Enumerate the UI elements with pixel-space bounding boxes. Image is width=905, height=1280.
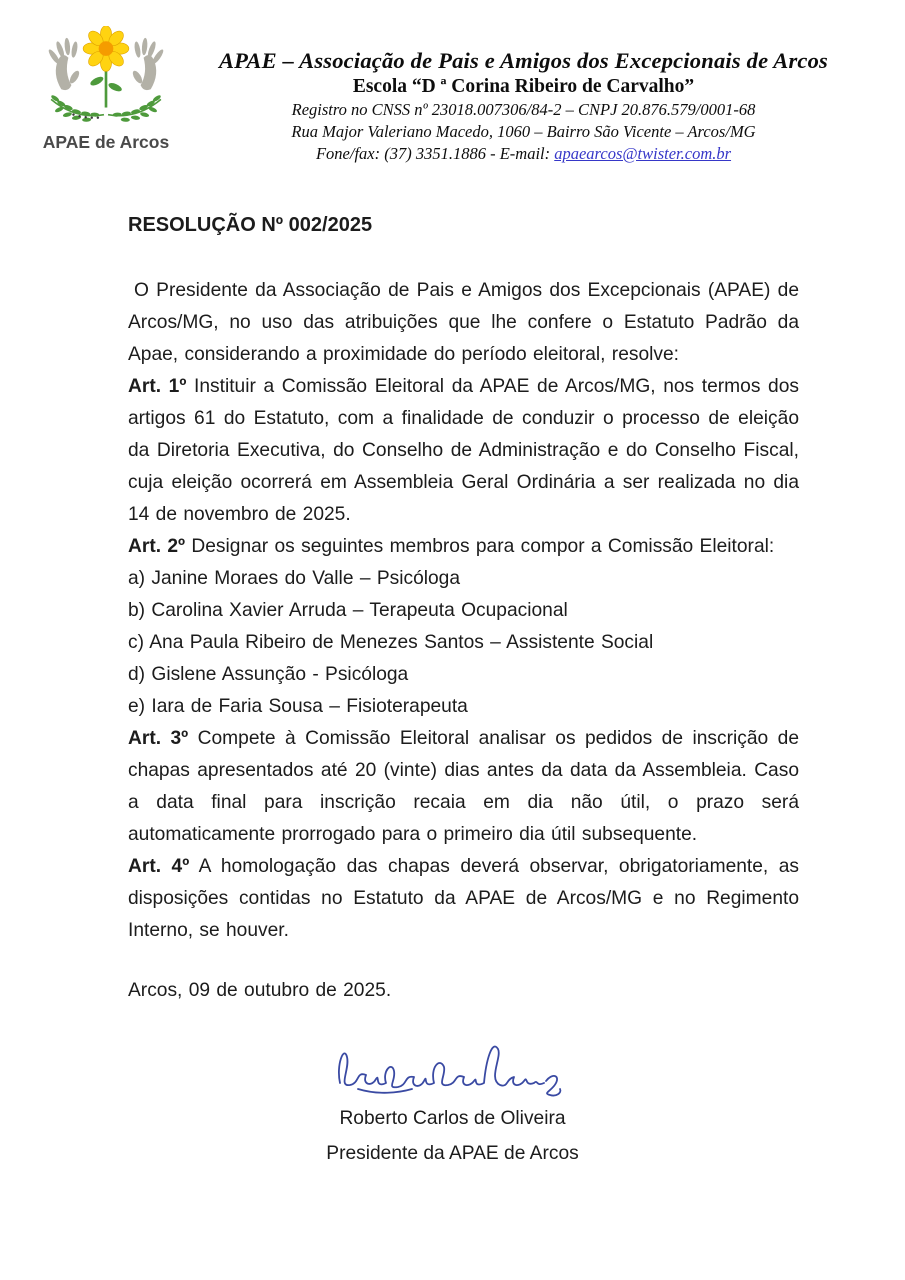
logo-caption: APAE de Arcos: [42, 132, 170, 152]
member-item-e: e) Iara de Faria Sousa – Fisioterapeuta: [128, 696, 468, 717]
address-line: Rua Major Valeriano Macedo, 1060 – Bairro São Vicente – Arcos/MG: [291, 122, 756, 141]
article-4: [128, 851, 799, 947]
org-name: APAE – Associação de Pais e Amigos dos Excepcionais de Arcos: [218, 48, 829, 73]
member-item-a: a) Janine Moraes do Valle – Psicóloga: [128, 568, 461, 589]
resolution-title: RESOLUÇÃO Nº 002/2025: [128, 214, 373, 236]
contact-line: [172, 144, 875, 164]
article-4-label: Art. 4º: [128, 856, 190, 877]
article-2-text: Designar os seguintes membros para compor a Comissão Eleitoral:: [185, 536, 775, 557]
intro-paragraph: O Presidente da Associação de Pais e Amigos dos Excepcionais (APAE) de Arcos/MG, no uso das atribuições que lhe confere o Estatuto Padrão da Apae, considerando a proximidade do período eleitoral, resolve:: [128, 280, 799, 365]
signature-block: [0, 1031, 905, 1165]
right-hand-icon: [131, 38, 165, 90]
signatory-role: Presidente da APAE de Arcos: [326, 1143, 579, 1164]
signature-handwriting-icon: [328, 1031, 578, 1106]
article-2: [128, 531, 799, 563]
article-4-text: A homologação das chapas deverá observar, obrigatoriamente, as disposições contidas no Estatuto da APAE de Arcos/MG e no Regimento Interno, se houver.: [128, 856, 799, 941]
member-item-c: c) Ana Paula Ribeiro de Menezes Santos – Assistente Social: [128, 632, 654, 653]
left-hand-icon: [47, 38, 81, 90]
phone-fax-text: Fone/fax: (37) 3351.1886 - E-mail:: [315, 144, 555, 163]
apae-logo: [40, 26, 172, 164]
signatory-name: Roberto Carlos de Oliveira: [339, 1108, 566, 1129]
letterhead-text: [172, 26, 875, 164]
letterhead: [0, 0, 905, 164]
article-3-text: Compete à Comissão Eleitoral analisar os pedidos de inscrição de chapas apresentados até 20 (vinte) dias antes da data da Assembleia. Caso a data final para inscrição recaia em dia não útil, o prazo será automaticamente prorrogado para o primeiro dia útil subsequente.: [128, 728, 799, 845]
flower-icon: [83, 26, 129, 71]
member-item-b: b) Carolina Xavier Arruda – Terapeuta Ocupacional: [128, 600, 568, 621]
registry-line: Registro no CNSS nº 23018.007306/84-2 – CNPJ 20.876.579/0001-68: [291, 100, 756, 119]
school-name: Escola “D ª Corina Ribeiro de Carvalho”: [352, 76, 695, 97]
article-1-text: Instituir a Comissão Eleitoral da APAE de Arcos/MG, nos termos dos artigos 61 do Estatuto, com a finalidade de conduzir o processo de eleição da Diretoria Executiva, do Conselho de Administração e do Conselho Fiscal, cuja eleição ocorrerá em Assembleia Geral Ordinária a ser realizada no dia 14 de novembro de 2025.: [128, 376, 799, 525]
date-line: Arcos, 09 de outubro de 2025.: [128, 980, 392, 1001]
article-3: [128, 723, 799, 851]
member-item-d: d) Gislene Assunção - Psicóloga: [128, 664, 409, 685]
article-1: [128, 371, 799, 531]
resolution-body: [0, 214, 905, 1007]
article-2-label: Art. 2º: [128, 536, 186, 557]
article-1-label: Art. 1º: [128, 376, 187, 397]
email-link[interactable]: apaearcos@twister.com.br: [554, 144, 732, 163]
article-3-label: Art. 3º: [128, 728, 189, 749]
apae-logo-icon: [45, 26, 167, 124]
